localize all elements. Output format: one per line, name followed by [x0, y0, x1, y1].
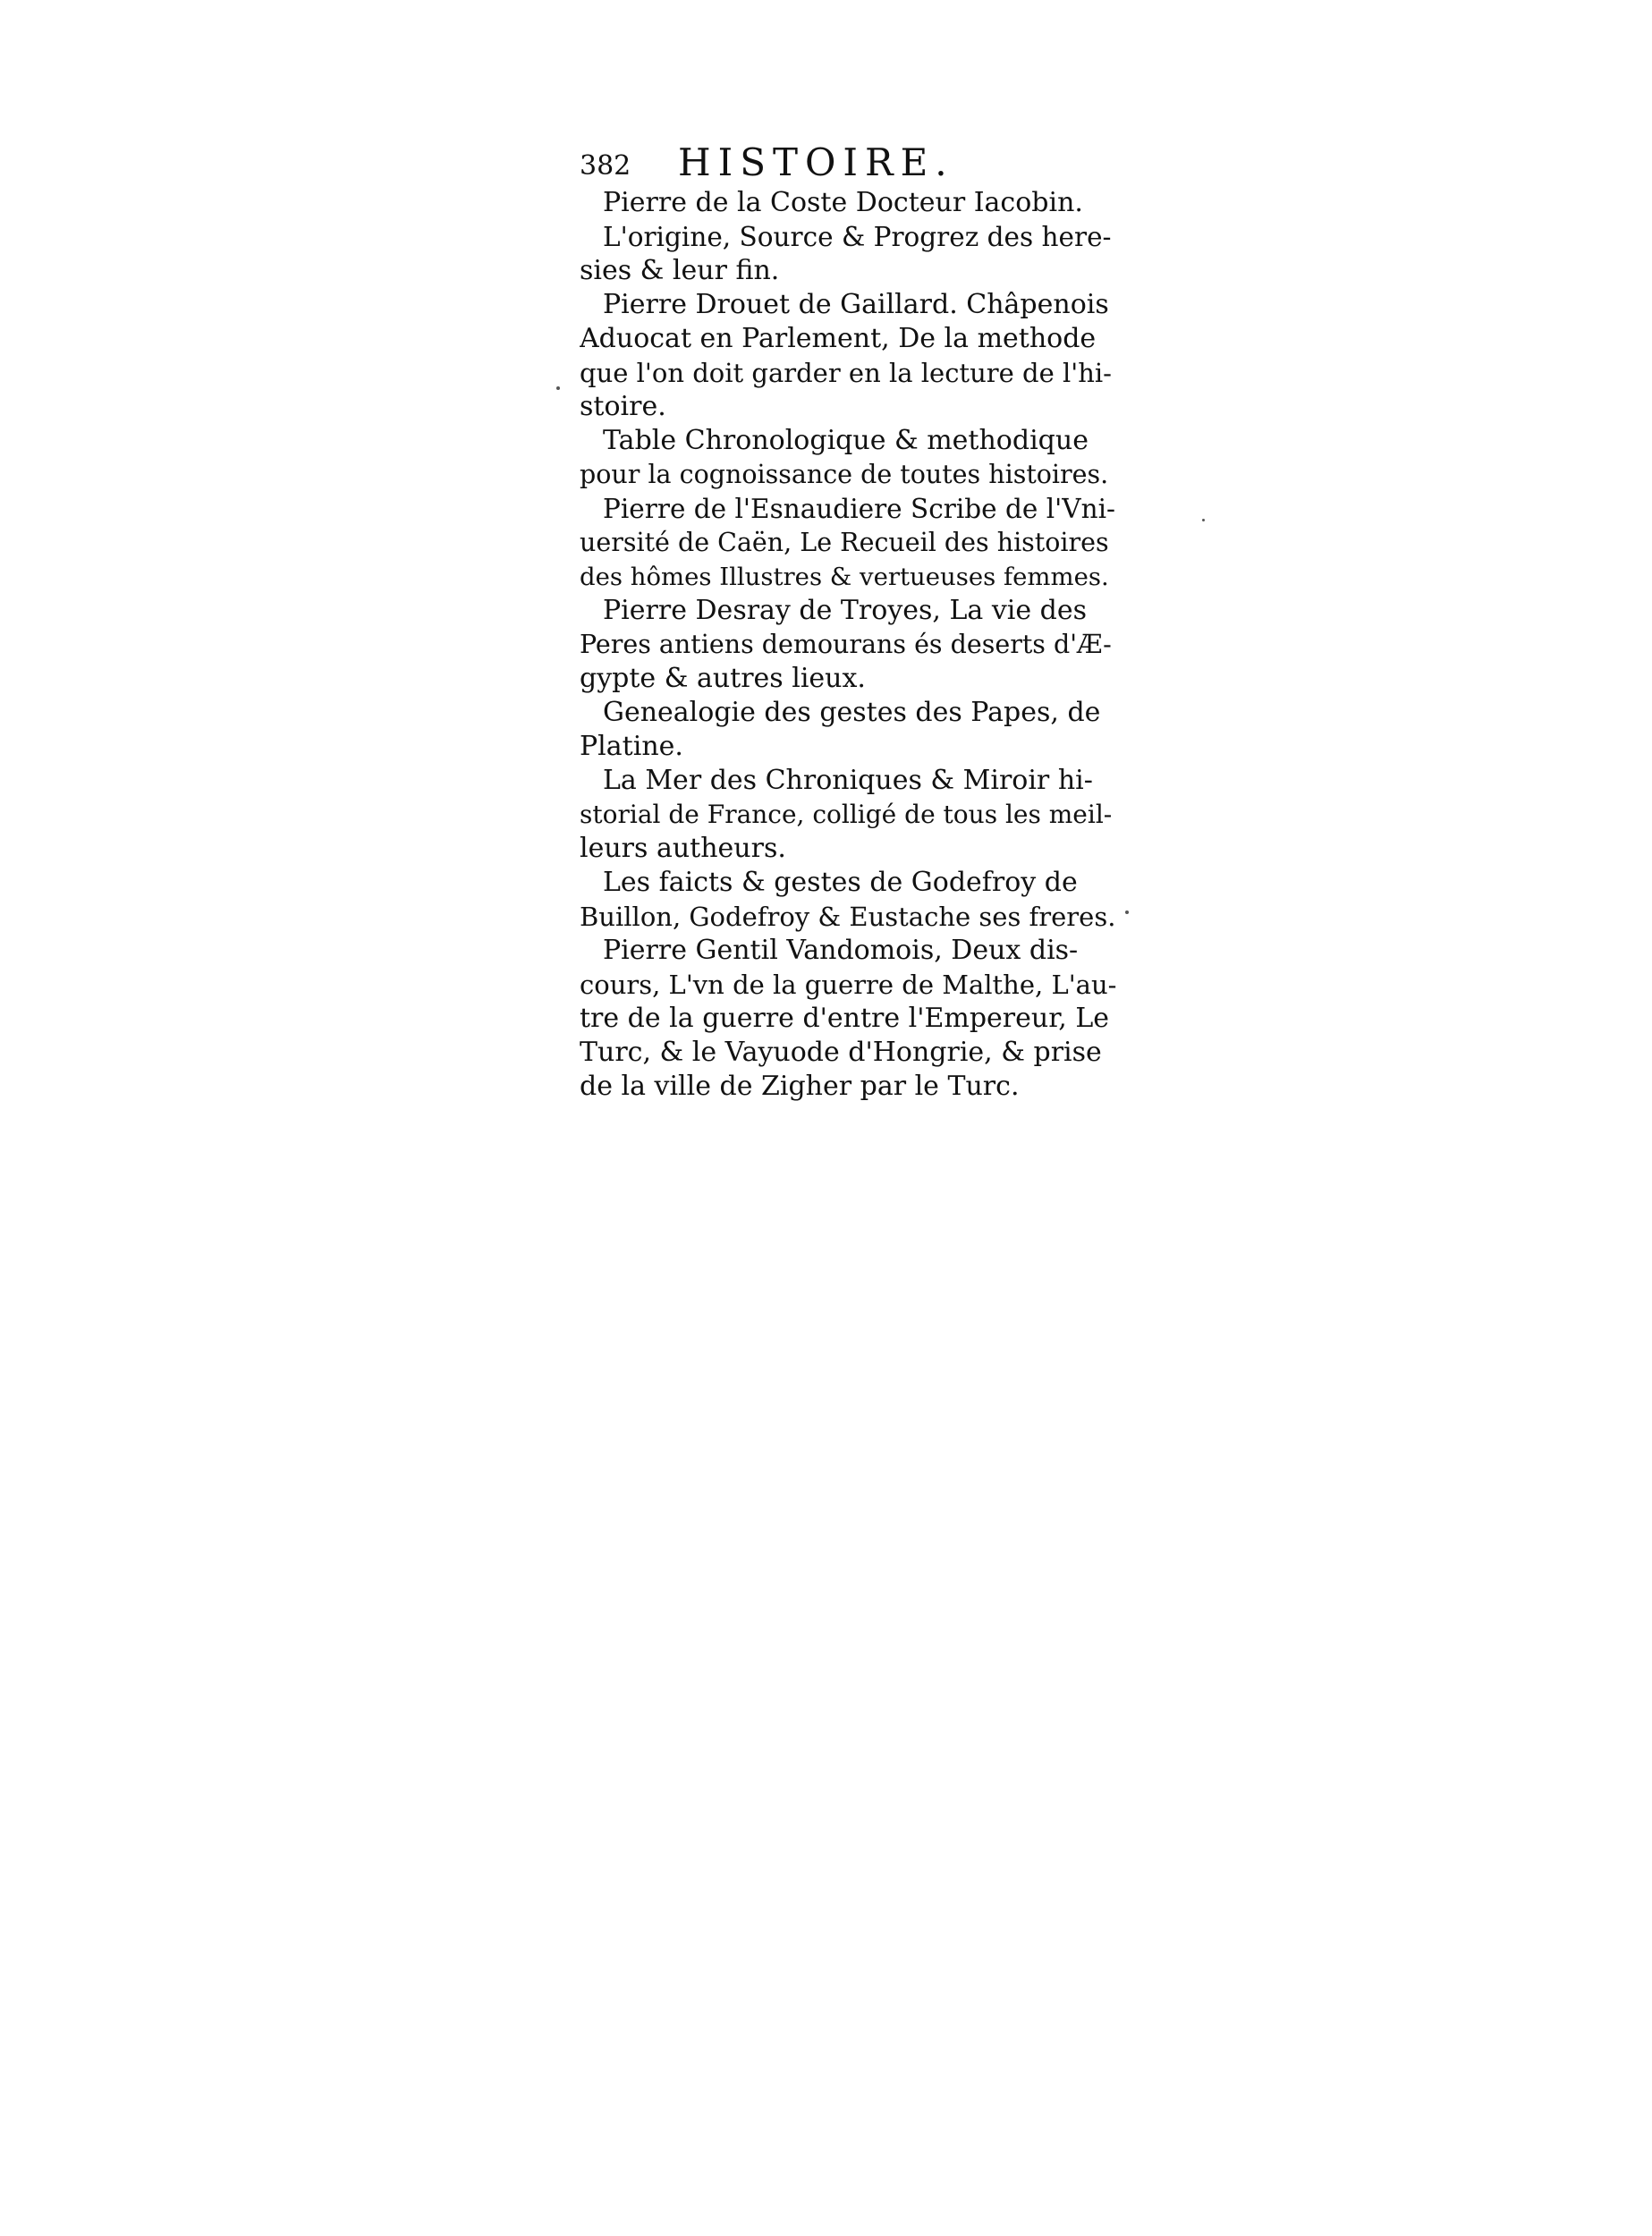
text-line: uersité de Caën, Le Recueil des histoires: [580, 528, 1109, 557]
ink-speck: [1202, 519, 1205, 521]
page-header: [580, 141, 1116, 186]
text-line: Buillon, Godefroy & Eustache ses freres.: [580, 902, 1116, 932]
text-line: Aduocat en Parlement, De la methode: [580, 323, 1097, 354]
text-line: Les faicts & gestes de Godefroy de: [603, 867, 1078, 898]
text-line: gypte & autres lieux.: [580, 663, 866, 694]
catalog-text: [580, 186, 1116, 1104]
text-line: stoire.: [580, 391, 666, 422]
text-line: cours, L'vn de la guerre de Malthe, L'au-: [580, 970, 1116, 1000]
text-line: storial de France, colligé de tous les meil-: [580, 800, 1113, 829]
text-line: L'origine, Source & Progrez des here-: [603, 222, 1112, 252]
page-number: 382: [580, 150, 631, 182]
text-line: Pierre de la Coste Docteur Iacobin.: [603, 187, 1083, 218]
text-line: de la ville de Zigher par le Turc.: [580, 1071, 1020, 1102]
text-line: leurs autheurs.: [580, 833, 786, 864]
text-line: Peres antiens demourans és deserts d'Æ-: [580, 630, 1112, 659]
text-line: Turc, & le Vayuode d'Hongrie, & prise: [580, 1037, 1102, 1068]
text-line: Pierre Desray de Troyes, La vie des: [603, 595, 1088, 626]
text-line: Genealogie des gestes des Papes, de: [603, 697, 1101, 728]
text-line: tre de la guerre d'entre l'Empereur, Le: [580, 1003, 1110, 1034]
text-line: pour la cognoissance de toutes histoires.: [580, 460, 1109, 489]
ink-speck: [1125, 910, 1129, 914]
text-line: Pierre de l'Esnaudiere Scribe de l'Vni-: [603, 494, 1115, 524]
text-line: des hômes Illustres & vertueuses femmes.: [580, 563, 1109, 591]
text-line: Table Chronologique & methodique: [603, 425, 1089, 456]
text-line: que l'on doit garder en la lecture de l'hi-: [580, 358, 1112, 388]
text-line: Pierre Gentil Vandomois, Deux dis-: [603, 935, 1079, 966]
text-line: Pierre Drouet de Gaillard. Châpenois: [603, 289, 1109, 320]
text-line: Platine.: [580, 731, 683, 762]
text-line: La Mer des Chroniques & Miroir hi-: [603, 765, 1093, 796]
text-line: sies & leur fin.: [580, 255, 780, 286]
running-title: HISTOIRE.: [678, 140, 954, 184]
ink-speck: [556, 386, 560, 390]
